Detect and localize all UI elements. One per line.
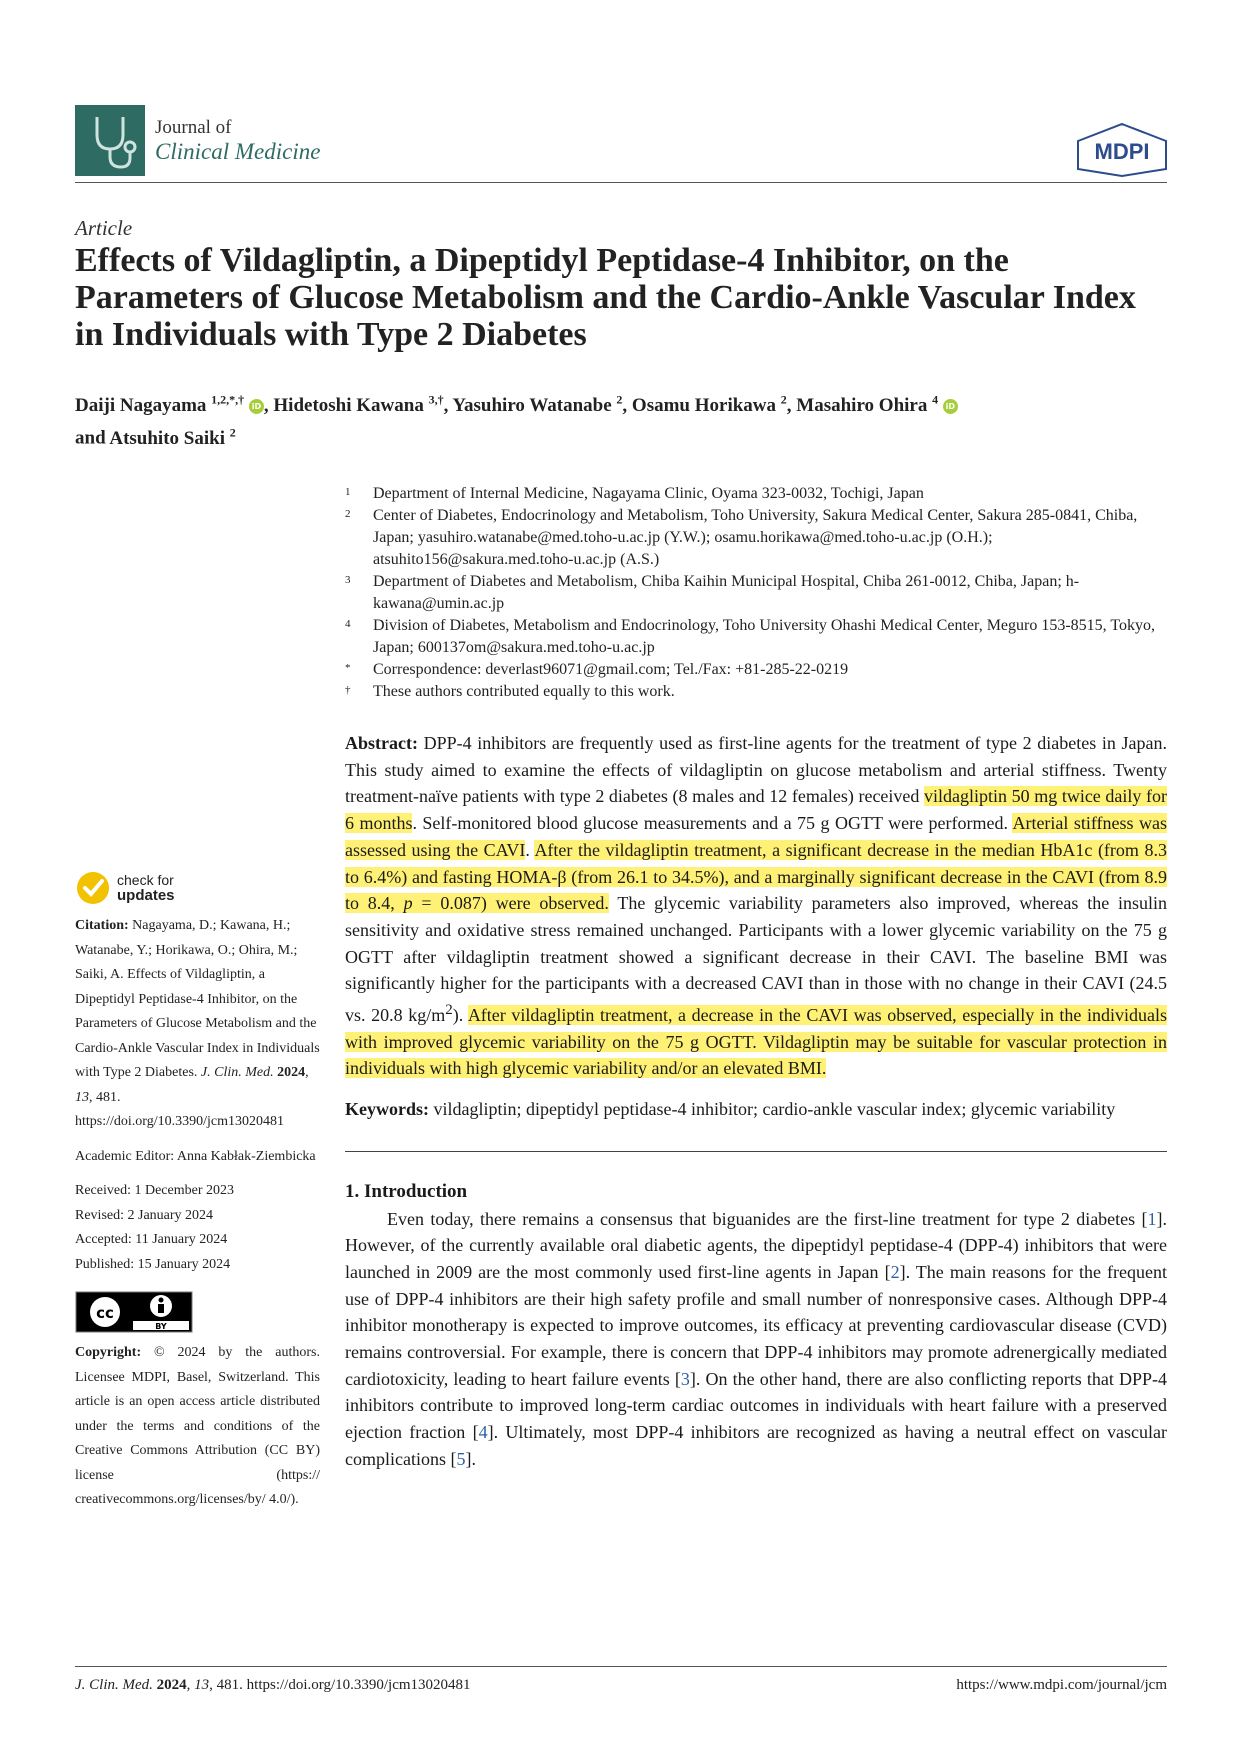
- citation-link[interactable]: 2: [890, 1261, 900, 1282]
- mdpi-logo: [1072, 121, 1172, 177]
- stethoscope-icon: [75, 105, 145, 176]
- intro-text: ]. On the other hand, there are also conflicting reports that DPP-4 inhibitors contribute to improved long-term cardiac outcomes in individuals with heart failure with a preserved ejection fraction [: [345, 1368, 1167, 1443]
- abstract: [345, 730, 1167, 1082]
- abstract-text: DPP-4 inhibitors are frequently used as first-line agents for the treatment of type 2 diabetes in Japan. This study aimed to examine the effects of vildagliptin on glucose metabolism and arterial stiffness. Twenty treatment-naïve patients with type 2 diabetes (8 males and 12 females) received: [345, 733, 1167, 807]
- citation-link[interactable]: 3: [680, 1368, 690, 1389]
- author-affiliation-marks: 2: [780, 393, 787, 407]
- author-name: Hidetoshi Kawana: [273, 395, 424, 417]
- author-name: Atsuhito Saiki: [109, 427, 225, 449]
- author[interactable]: [273, 395, 443, 416]
- footer-doi[interactable]: , 481. https://doi.org/10.3390/jcm13020481: [209, 1677, 471, 1693]
- main-column: [345, 730, 1167, 1473]
- highlight-mark: [345, 1005, 1167, 1078]
- citation-link[interactable]: 5: [456, 1448, 466, 1469]
- citation-text: Nagayama, D.; Kawana, H.; Watanabe, Y.; Horikawa, O.; Ohira, M.; Saiki, A. Effects of Vildagliptin, a Dipeptidyl Peptidase-4 Inhibitor, on the Parameters of Glucose Metabolism and the Cardio-Ankle Vascular Index in Individuals with Type 2 Diabetes.: [75, 918, 320, 1080]
- author[interactable]: [109, 425, 236, 449]
- highlight-mark: [413, 893, 609, 913]
- abstract-text: . Self-monitored blood glucose measurements and a 75 g OGTT were performed.: [412, 813, 1013, 834]
- section-divider: [345, 1151, 1167, 1152]
- affiliation-mark: †: [345, 684, 351, 696]
- highlight-mark: [404, 893, 413, 913]
- article-title: Effects of Vildagliptin, a Dipeptidyl Peptidase-4 Inhibitor, on the Parameters of Glucose Metabolism and the Cardio-Ankle Vascular Index in Individuals with Type 2 Diabetes: [75, 242, 1136, 353]
- affiliation-row: [345, 681, 1175, 703]
- citation-link[interactable]: 1: [1147, 1208, 1157, 1229]
- check-for-updates-button[interactable]: [75, 870, 320, 906]
- orcid-icon[interactable]: iD: [249, 399, 264, 414]
- article-type: Article: [75, 216, 133, 240]
- author-affiliation-marks: 2: [229, 425, 236, 440]
- by-label: BY: [155, 1322, 167, 1331]
- date-line: Published: 15 January 2024: [75, 1256, 231, 1272]
- intro-text: ].: [465, 1448, 476, 1469]
- author-affiliation-marks: 2: [616, 393, 623, 407]
- affiliation-row: [345, 571, 1175, 615]
- citation-label: Citation:: [75, 918, 129, 933]
- check-label-line1: check for: [117, 872, 174, 888]
- date-line: Accepted: 11 January 2024: [75, 1232, 228, 1247]
- affiliation-text: These authors contributed equally to this work.: [373, 683, 675, 700]
- intro-text: ]. The main reasons for the frequent use of DPP-4 inhibitors are their high safety profile and small number of nonresponsive cases. Although DPP-4 inhibitor monotherapy is expected to improve outcomes, its efficacy at preventing cardiovascular disease (CVD) remains controversial. For example, there is concern that DPP-4 inhibitors may promote adrenergically mediated cardiotoxicity, leading to heart failure events [: [345, 1261, 1168, 1389]
- cc-label: cc: [96, 1304, 114, 1322]
- affiliation-text: Division of Diabetes, Metabolism and Endocrinology, Toho University Ohashi Medical Center, Meguro 153-8515, Tokyo, Japan; 600137om@sakura.med.toho-u.ac.jp: [373, 617, 1156, 656]
- journal-name: [155, 116, 320, 164]
- abstract-highlight: vildagliptin 50 mg twice daily for 6 months: [345, 786, 1167, 834]
- author[interactable]: [796, 395, 958, 416]
- academic-editor: Academic Editor: Anna Kabłak-Ziembicka: [75, 1148, 316, 1164]
- author-name: Yasuhiro Watanabe: [452, 395, 612, 417]
- article-sidebar: [75, 870, 320, 1513]
- introduction-paragraph: [345, 1206, 1167, 1473]
- intro-text: ]. However, of the currently available oral diabetic agents, the dipeptidyl peptidase-4 (DPP-4) inhibitors that were launched in 2009 are the most commonly used first-line agents in Japan [: [345, 1208, 1167, 1282]
- author-affiliation-marks: 1,2,*,†: [211, 393, 245, 407]
- footer-divider: [75, 1666, 1167, 1667]
- affiliation-text: Department of Internal Medicine, Nagayama Clinic, Oyama 323-0032, Tochigi, Japan: [373, 485, 924, 502]
- footer-citation: J. Clin. Med. 2024, 13, 481. https://doi.org/10.3390/jcm13020481: [75, 1677, 471, 1693]
- abstract-text: The glycemic variability parameters also improved, whereas the insulin sensitivity and oxidative stress remained unchanged. Participants with a lower glycemic variability on the 75 g OGTT after vildagliptin treatment showed a significant decrease in their CAVI. The baseline BMI was significantly higher for the participants with a decreased CAVI than in those with no change in their CAVI (24.5 vs. 20.8 kg/m: [345, 893, 1167, 1026]
- affiliation-text: Correspondence: deverlast96071@gmail.com; Tel./Fax: +81-285-22-0219: [373, 661, 849, 678]
- citation-link[interactable]: 4: [478, 1422, 488, 1443]
- citation-journal: J. Clin. Med.: [200, 1065, 274, 1080]
- article-dates: [75, 1179, 320, 1277]
- affiliation-mark: 1: [345, 486, 351, 498]
- abstract-text: ).: [452, 1005, 468, 1026]
- cc-by-license-badge[interactable]: [75, 1291, 193, 1333]
- footer-volume: 13: [194, 1677, 210, 1693]
- affiliation-row: [345, 615, 1175, 659]
- journal-name-line1: Journal of: [155, 117, 232, 138]
- keywords-text: vildagliptin; dipeptidyl peptidase-4 inhibitor; cardio-ankle vascular index; glycemic variability: [429, 1099, 1116, 1120]
- check-updates-icon: [75, 870, 111, 906]
- author[interactable]: [452, 395, 622, 416]
- author-affiliation-marks: 4: [932, 393, 939, 407]
- author-list: Daiji Nagayama $^{1,2,*,\dagger}$ iD , Hidetoshi Kawana $^{3,\dagger}$, Yasuhiro Watanabe $^2$, Osamu Horikawa $^2$, Masahiro Ohira $^4$ iD and Atsuhito Saiki $^2$: [75, 387, 1170, 452]
- affiliation-mark: 3: [345, 574, 351, 586]
- keywords-label: Keywords:: [345, 1099, 429, 1120]
- abstract-highlight: After the vildagliptin treatment, a significant decrease in the median HbA1c (from 8.3 to 6.4%) and fasting HOMA-β (from 26.1 to 34.5%), and a marginally significant decrease in the CAVI (from 8.9 to 8.4,: [345, 839, 1167, 914]
- author-name: Osamu Horikawa: [631, 395, 777, 417]
- footer-journal-url[interactable]: https://www.mdpi.com/journal/jcm: [956, 1677, 1167, 1693]
- affiliations: [345, 483, 1175, 703]
- keywords: [345, 1096, 1167, 1123]
- footer-year: 2024: [156, 1677, 187, 1693]
- citation-doi[interactable]: , 481. https://doi.org/10.3390/jcm13020481: [75, 1089, 284, 1129]
- citation: Citation: Nagayama, D.; Kawana, H.; Watanabe, Y.; Horikawa, O.; Ohira, M.; Saiki, A. Effects of Vildagliptin, a Dipeptidyl Peptidase-4 Inhibitor, on the Parameters of Glucose Metabolism and the Cardio-Ankle Vascular Index in Individuals with Type 2 Diabetes. J. Clin. Med. 2024, 13, 481. https://doi.org/10.3390/jcm13020481: [75, 918, 320, 1129]
- author[interactable]: [75, 395, 264, 416]
- check-label-line2: updates: [117, 887, 175, 904]
- date-line: Received: 1 December 2023: [75, 1183, 234, 1198]
- affiliation-mark: *: [345, 662, 351, 674]
- affiliation-row: [345, 505, 1175, 571]
- affiliation-text: Department of Diabetes and Metabolism, Chiba Kaihin Municipal Hospital, Chiba 261-0012, Chiba, Japan; h-kawana@umin.ac.jp: [373, 573, 1080, 612]
- journal-name-line2: Clinical Medicine: [155, 139, 321, 164]
- footer-journal: J. Clin. Med.: [75, 1677, 153, 1693]
- citation-volume: 13: [75, 1089, 89, 1105]
- abstract-highlight: Arterial stiffness was assessed using the CAVI: [345, 813, 1167, 860]
- copyright-label: Copyright:: [75, 1345, 142, 1360]
- affiliation-mark: 2: [345, 508, 351, 520]
- publisher-name: MDPI: [1094, 139, 1150, 164]
- affiliation-text: Center of Diabetes, Endocrinology and Metabolism, Toho University, Sakura Medical Center, Sakura 285-0841, Chiba, Japan; yasuhiro.watanabe@med.toho-u.ac.jp (Y.W.); osamu.horikawa@med.toho-u.ac.jp (O.H.); atsuhito156@sakura.med.toho-u.ac.jp (A.S.): [373, 507, 1138, 568]
- journal-logo: [75, 105, 145, 176]
- orcid-icon[interactable]: iD: [943, 399, 958, 414]
- author-name: Masahiro Ohira: [796, 395, 928, 417]
- abstract-text: 2: [445, 1002, 453, 1019]
- abstract-text: .: [525, 839, 535, 860]
- header-divider: [75, 182, 1167, 183]
- date-line: Revised: 2 January 2024: [75, 1207, 214, 1223]
- abstract-highlight: = 0.087) were observed.: [412, 893, 609, 914]
- author-name: Daiji Nagayama: [75, 395, 207, 417]
- author-affiliation-marks: 3,†: [428, 393, 444, 407]
- abstract-body: [345, 733, 1167, 1078]
- abstract-highlight: After vildagliptin treatment, a decrease in the CAVI was observed, especially in the individuals with improved glycemic variability on the 75 g OGTT. Vildagliptin may be suitable for vascular protection in individuals with high glycemic variability and/or an elevated BMI.: [345, 1005, 1167, 1079]
- section-heading: 1. Introduction: [345, 1180, 468, 1202]
- affiliation-mark: 4: [345, 618, 351, 630]
- copyright-text: © 2024 by the authors. Licensee MDPI, Basel, Switzerland. This article is an open access article distributed under the terms and conditions of the Creative Commons Attribution (CC BY) license (https:// creativecommons.org/licenses/by/ 4.0/).: [75, 1345, 320, 1507]
- intro-text: Even today, there remains a consensus that biguanides are the first-line treatment for type 2 diabetes [: [387, 1208, 1148, 1229]
- affiliation-row: [345, 483, 1175, 505]
- abstract-highlight: p: [403, 893, 413, 914]
- intro-text: ]. Ultimately, most DPP-4 inhibitors are recognized as having a neutral effect on vascular complications [: [345, 1422, 1168, 1469]
- affiliation-row: [345, 659, 1175, 681]
- copyright-notice: [75, 1341, 320, 1513]
- citation-year: 2024: [277, 1065, 306, 1080]
- abstract-label: Abstract:: [345, 733, 418, 753]
- author[interactable]: [632, 395, 787, 416]
